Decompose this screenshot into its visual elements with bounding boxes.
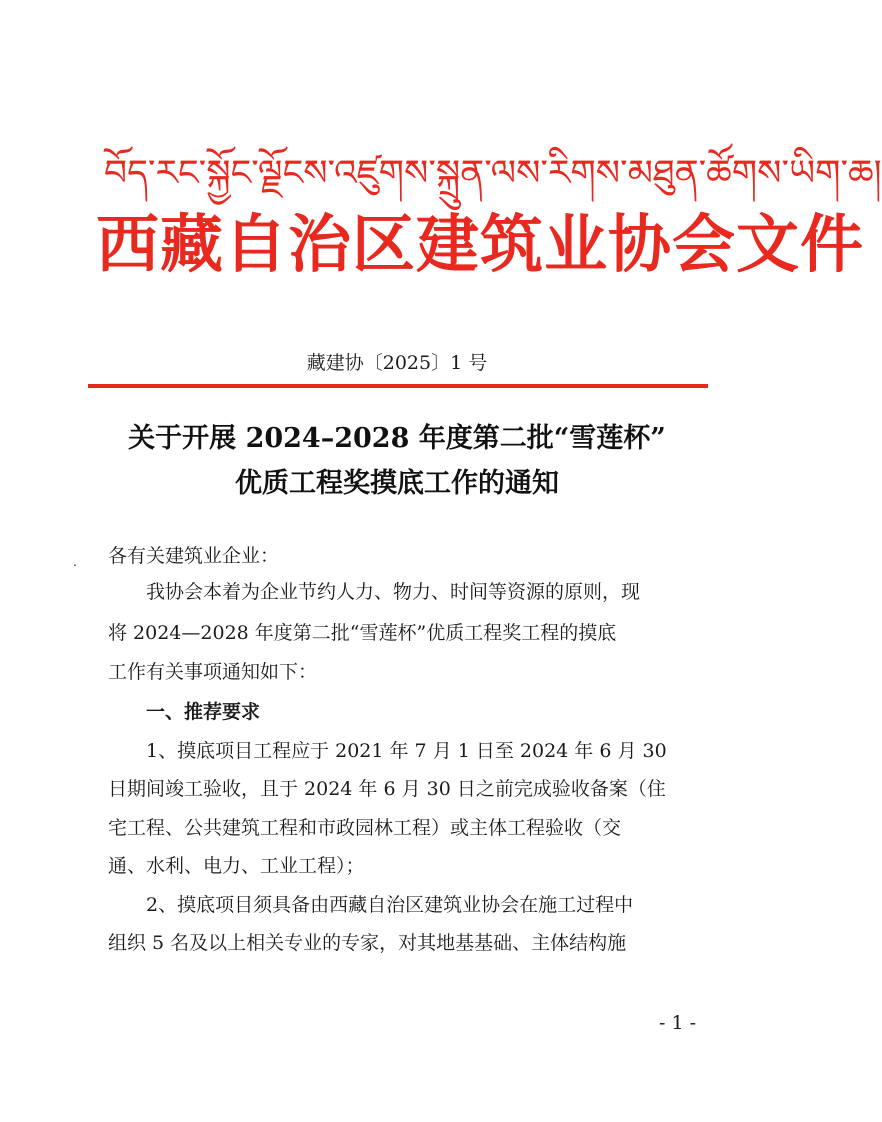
subject-line-1: 关于开展 2024–2028 年度第二批“雪莲杯” [128, 423, 666, 454]
margin-dot: . [73, 555, 77, 569]
body-line: 日期间竣工验收，且于 2024 年 6 月 30 日之前完成验收备案（住 [108, 778, 666, 800]
salutation: 各有关建筑业企业： [108, 545, 280, 567]
organization-header-title: 西藏自治区建筑业协会文件 [96, 208, 864, 281]
document-number: 藏建协〔2025〕1 号 [306, 352, 488, 374]
red-divider-line [88, 384, 708, 388]
section-heading: 一、推荐要求 [108, 701, 261, 723]
body-line: 通、水利、电力、工业工程）； [108, 855, 365, 877]
body-line: 将 2024—2028 年度第二批“雪莲杯”优质工程奖工程的摸底 [108, 622, 617, 644]
body-line: 1、摸底项目工程应于 2021 年 7 月 1 日至 2024 年 6 月 30 [108, 740, 667, 762]
body-line: 组织 5 名及以上相关专业的专家，对其地基基础、主体结构施 [108, 932, 627, 954]
body-line: 我协会本着为企业节约人力、物力、时间等资源的原则，现 [108, 581, 641, 603]
body-line: 宅工程、公共建筑工程和市政园林工程）或主体工程验收（交 [108, 817, 622, 839]
tibetan-header-title: བོད་རང་སྐྱོང་ལྗོངས་འཛུགས་སྐྲུན་ལས་རིགས་མཐུན་ཚོགས་ཡིག་ཆ། [104, 153, 882, 194]
body-line: 2、摸底项目须具备由西藏自治区建筑业协会在施工过程中 [108, 894, 634, 916]
body-line: 工作有关事项通知如下： [108, 661, 318, 683]
subject-line-2: 优质工程奖摸底工作的通知 [235, 468, 559, 499]
page-number: - 1 - [658, 1012, 696, 1034]
